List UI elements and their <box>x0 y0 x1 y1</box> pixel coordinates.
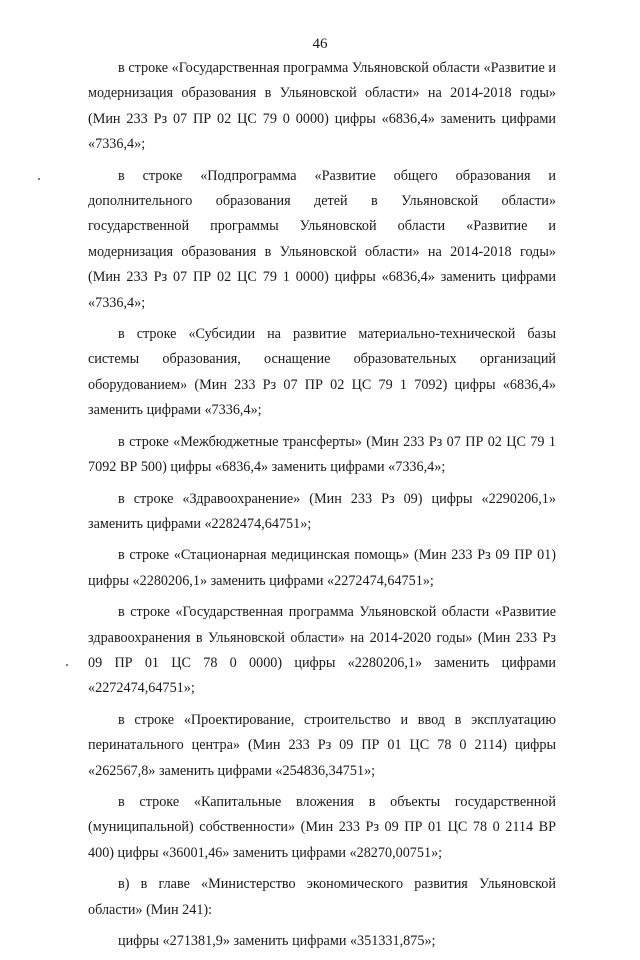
paragraph-economic-ministry: в) в главе «Министерство экономического развития Ульяновской области» (Мин 241): <box>88 876 556 918</box>
scan-speck <box>66 664 68 666</box>
page-number: 46 <box>312 36 328 52</box>
paragraph-healthcare: в строке «Здравоохранение» (Мин 233 Рз 09) цифры «2290206,1» заменить цифрами «2282474,64751»; <box>88 490 556 532</box>
paragraph-education-subprogram: в строке «Подпрограмма «Развитие общего образования и дополнительного образования детей в Ульяновской области» государственной программы Ульяновской области «Развитие и модернизация образования в Ульяновской области» на 2014-2018 годы» (Мин 233 Рз 07 ПР 02 ЦС 79 1 0000) цифры «6836,4» заменить цифрами «7336,4»; <box>88 167 556 311</box>
paragraph-education-subsidies: в строке «Субсидии на развитие материально-технической базы системы образования, оснащение образовательных организаций оборудованием» (Мин 233 Рз 07 ПР 02 ЦС 79 1 7092) цифры «6836,4» заменить цифрами «7336,4»; <box>88 326 556 419</box>
paragraph-education-program: в строке «Государственная программа Ульяновской области «Развитие и модернизация образования в Ульяновской области» на 2014-2018 годы» (Мин 233 Рз 07 ПР 02 ЦС 79 0 0000) цифры «6836,4» заменить цифрами «7336,4»; <box>88 60 556 153</box>
paragraph-healthcare-program: в строке «Государственная программа Ульяновской области «Развитие здравоохранения в Ульяновской области» на 2014-2020 годы» (Мин 233 Рз 09 ПР 01 ЦС 78 0 0000) цифры «2280206,1» заменить цифрами «2272474,64751»; <box>88 604 556 697</box>
paragraph-interbudget-transfers: в строке «Межбюджетные трансферты» (Мин 233 Рз 07 ПР 02 ЦС 79 1 7092 ВР 500) цифры «6836,4» заменить цифрами «7336,4»; <box>88 433 556 476</box>
paragraph-inpatient-care: в строке «Стационарная медицинская помощь» (Мин 233 Рз 09 ПР 01) цифры «2280206,1» заменить цифрами «2272474,64751»; <box>88 547 556 589</box>
scan-speck <box>38 178 40 180</box>
paragraph-economic-figures: цифры «271381,9» заменить цифрами «351331,875»; <box>118 933 436 949</box>
paragraph-capital-investments: в строке «Капитальные вложения в объекты государственной (муниципальной) собственности» (Мин 233 Рз 09 ПР 01 ЦС 78 0 2114 ВР 400) цифры «36001,46» заменить цифрами «28270,00751»; <box>88 793 556 861</box>
paragraph-perinatal-center: в строке «Проектирование, строительство и ввод в эксплуатацию перинатального центра» (Мин 233 Рз 09 ПР 01 ЦС 78 0 2114) цифры «262567,8» заменить цифрами «254836,34751»; <box>88 711 556 779</box>
document-body <box>88 56 556 960</box>
